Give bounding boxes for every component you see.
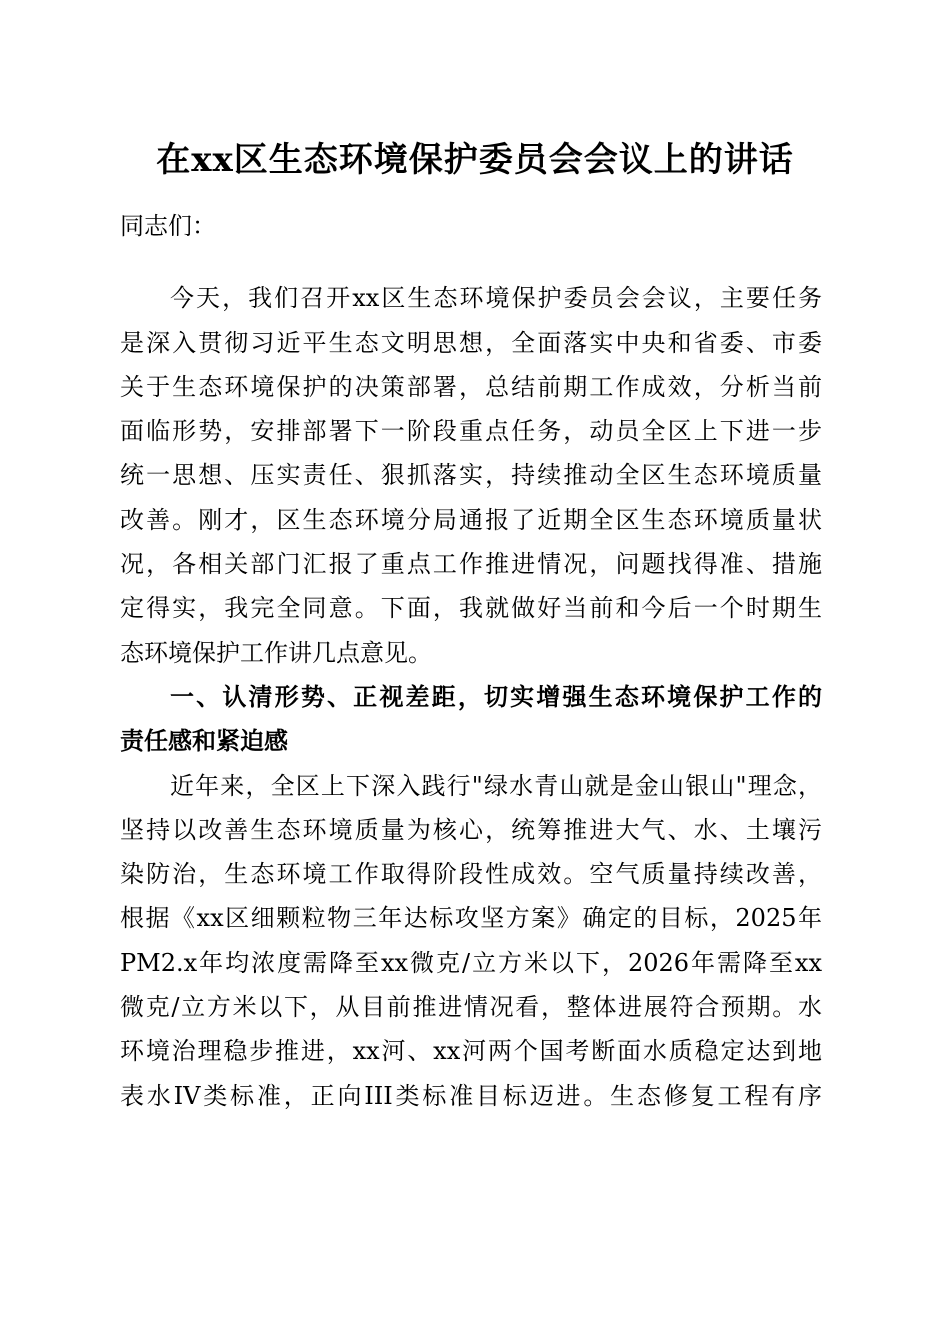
text-line: 是深入贯彻习近平生态文明思想，全面落实中央和省委、市委	[120, 328, 822, 357]
paragraphs	[120, 276, 822, 1118]
text-line: 一、认清形势、正视差距，切实增强生态环境保护工作的	[170, 682, 822, 711]
text-line: PM2.x年均浓度需降至xx微克/立方米以下，2026年需降至xx	[120, 948, 822, 977]
spacer	[120, 248, 822, 276]
text-line: 根据《xx区细颗粒物三年达标攻坚方案》确定的目标，2025年	[120, 904, 822, 933]
text-line: 近年来，全区上下深入践行"绿水青山就是金山银山"理念，	[170, 771, 822, 800]
text-line: 微克/立方米以下，从目前推进情况看，整体进展符合预期。水	[120, 993, 822, 1022]
paragraph	[120, 276, 822, 675]
document-title: 在xx区生态环境保护委员会会议上的讲话	[156, 140, 794, 180]
text-line: 关于生态环境保护的决策部署，总结前期工作成效，分析当前	[120, 372, 822, 401]
text-line: 改善。刚才，区生态环境分局通报了近期全区生态环境质量状	[120, 505, 822, 534]
text-line: 况，各相关部门汇报了重点工作推进情况，问题找得准、措施	[120, 550, 822, 579]
text-line: 责任感和紧迫感	[120, 727, 288, 756]
text-line: 坚持以改善生态环境质量为核心，统筹推进大气、水、土壤污	[120, 815, 822, 844]
document-body	[120, 204, 822, 1118]
section-heading	[120, 675, 822, 764]
text-line: 环境治理稳步推进，xx河、xx河两个国考断面水质稳定达到地	[120, 1037, 822, 1066]
text-line: 染防治，生态环境工作取得阶段性成效。空气质量持续改善，	[120, 860, 822, 889]
text-line: 态环境保护工作讲几点意见。	[120, 638, 432, 667]
text-line: 统一思想、压实责任、狠抓落实，持续推动全区生态环境质量	[120, 461, 822, 490]
text-line: 表水IV类标准，正向III类标准目标迈进。生态修复工程有序	[120, 1081, 822, 1110]
paragraph	[120, 764, 822, 1118]
salutation: 同志们：	[120, 212, 216, 240]
text-line: 面临形势，安排部署下一阶段重点任务，动员全区上下进一步	[120, 417, 822, 446]
text-line: 今天，我们召开xx区生态环境保护委员会会议，主要任务	[170, 284, 822, 313]
text-line: 定得实，我完全同意。下面，我就做好当前和今后一个时期生	[120, 594, 822, 623]
